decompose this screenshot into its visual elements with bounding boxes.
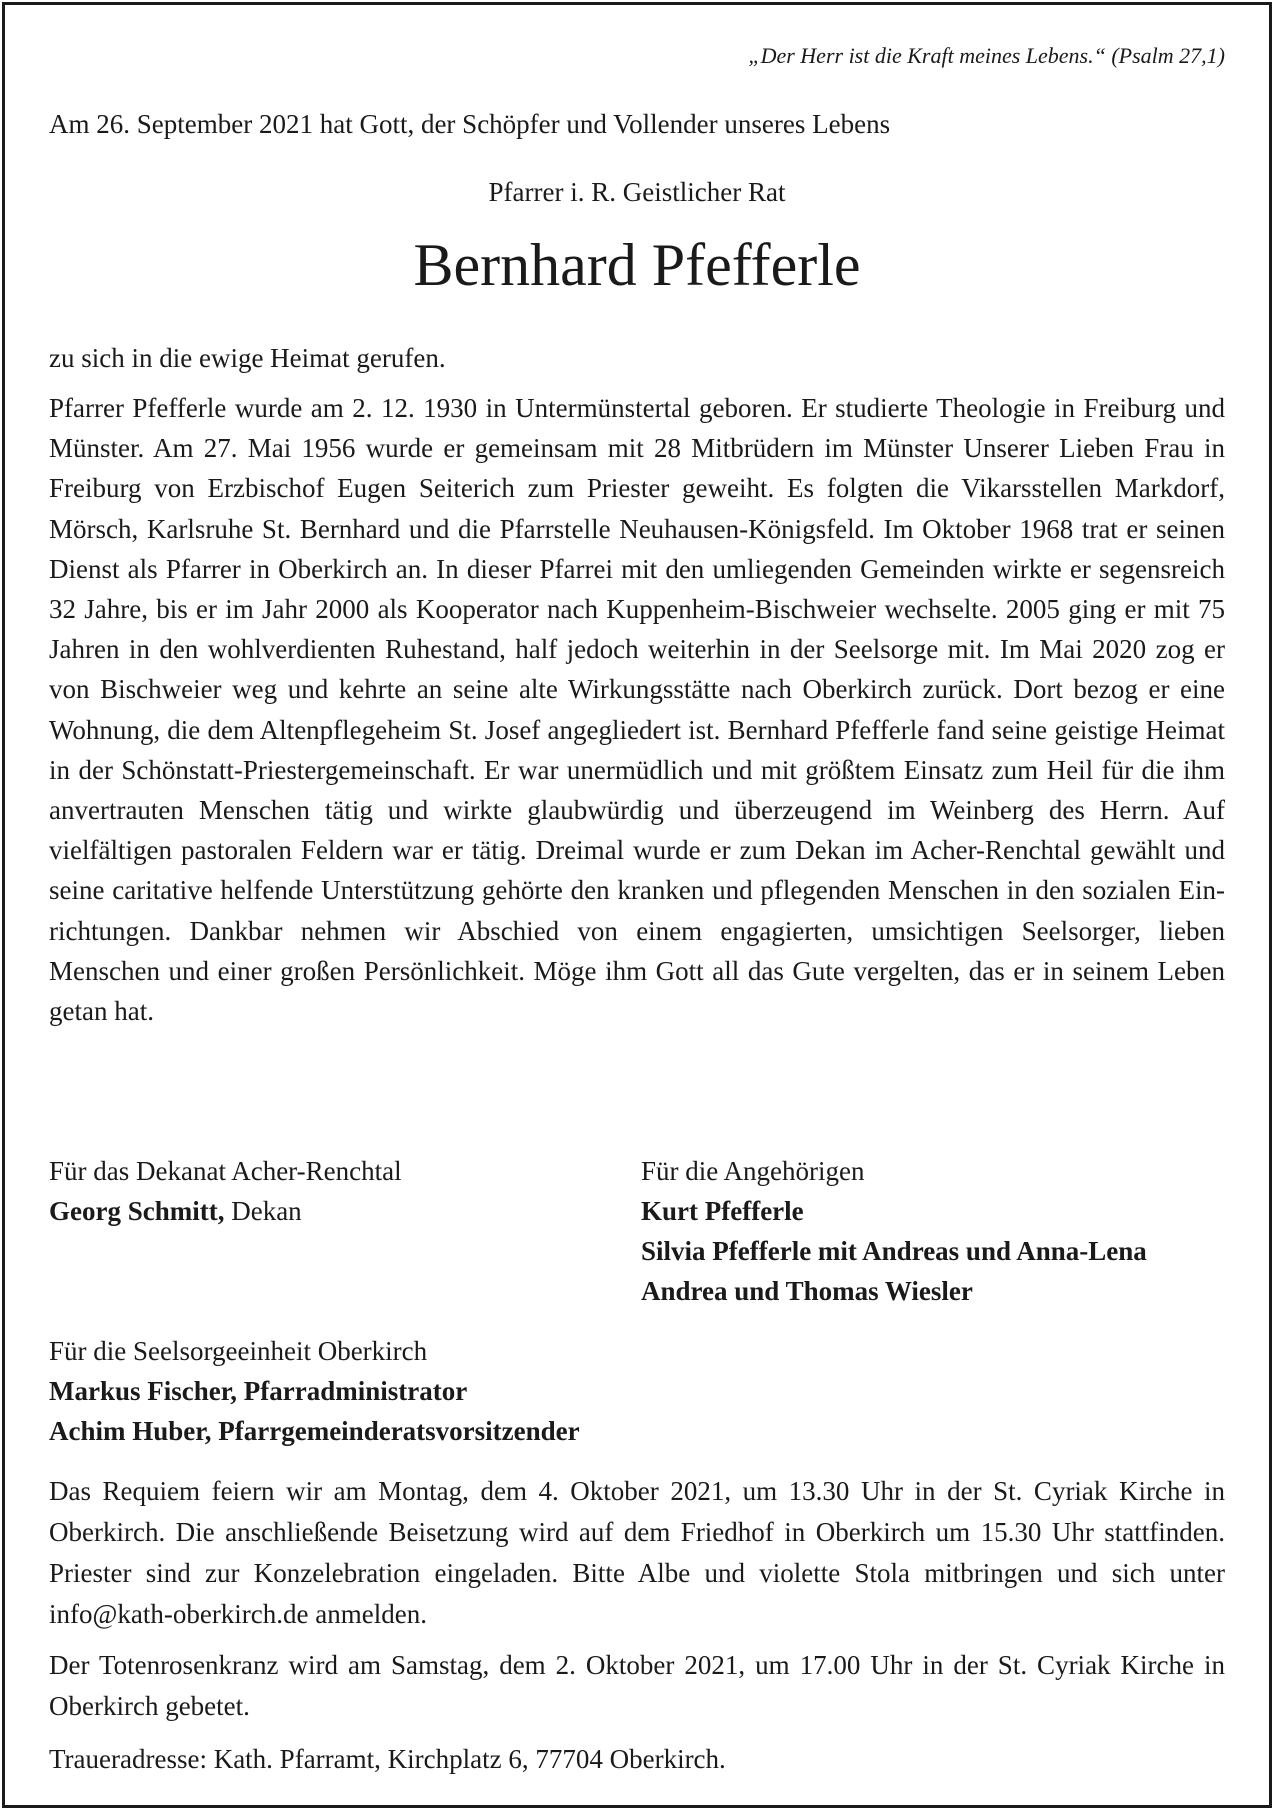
signature-family [641, 1151, 1147, 1311]
intro-line: Am 26. September 2021 hat Gott, der Schöpfer und Vollender unseres Lebens [49, 109, 891, 139]
called-home-line: zu sich in die ewige Heimat gerufen. [49, 343, 446, 373]
signature-name: Andrea und Thomas Wiesler [641, 1276, 973, 1306]
signature-heading: Für das Dekanat Acher-Renchtal [49, 1156, 402, 1186]
rosary-paragraph: Der Totenrosenkranz wird am Samstag, dem 2. Oktober 2021, um 17.00 Uhr in der St. Cyriak Kirche in Oberkirch gebetet. [49, 1650, 1225, 1721]
signature-person-role: Dekan [224, 1196, 302, 1226]
signature-name: Silvia Pfefferle mit Andreas und Anna-Lena [641, 1236, 1147, 1266]
clerical-title: Pfarrer i. R. Geistlicher Rat [488, 177, 786, 207]
signature-person [49, 1191, 402, 1231]
requiem-paragraph: Das Requiem feiern wir am Montag, dem 4. Oktober 2021, um 13.30 Uhr in der St. Cyriak Kirche in Oberkirch. Die anschließende Beisetzung wird auf dem Friedhof in Oberkirch um 15.30 Uhr stattfinden. Priester sind zur Konzelebration eingeladen. Bitte Albe und violette Stola mitbringen und sich unter info@kath-oberkirch.de anmelden. [49, 1476, 1225, 1629]
bible-quote: „Der Herr ist die Kraft meines Lebens.“ (Psalm 27,1) [748, 43, 1225, 68]
signature-name: Markus Fischer, Pfarradministrator [49, 1376, 468, 1406]
signature-name: Kurt Pfefferle [641, 1196, 804, 1226]
mourning-address: Traueradresse: Kath. Pfarramt, Kirchplatz 6, 77704 Oberkirch. [49, 1744, 726, 1774]
obituary-notice [2, 2, 1272, 1808]
signature-heading: Für die Angehörigen [641, 1156, 865, 1186]
signature-dekanat [49, 1151, 402, 1231]
signature-person-name: Georg Schmitt, [49, 1196, 225, 1226]
biography-paragraph: Pfarrer Pfefferle wurde am 2. 12. 1930 in Untermünstertal geboren. Er studierte Theologie in Freiburg und Münster. Am 27. Mai 1956 wurde er gemeinsam mit 28 Mitbrüdern im Münster Unserer Lieben Frau in Freiburg von Erzbischof Eugen Seiterich zum Priester geweiht. Es folgten die Vikarsstellen Markdorf, Mörsch, Karlsruhe St. Bernhard und die Pfarrstelle Neuhausen-Königsfeld. Im Oktober 1968 trat er seinen Dienst als Pfarrer in Oberkirch an. In dieser Pfarrei mit den umliegenden Gemeinden wirkte er segensreich 32 Jahre, bis er im Jahr 2000 als Kooperator nach Kuppenheim-Bischweier wechselte. 2005 ging er mit 75 Jahren in den wohlverdienten Ruhestand, half jedoch weiterhin in der Seelsorge mit. Im Mai 2020 zog er von Bischweier weg und kehrte an seine alte Wirkungsstätte nach Oberkirch zurück. Dort bezog er eine Wohnung, die dem Altenpflegeheim St. Josef angegliedert ist. Bernhard Pfefferle fand seine geistige Heimat in der Schönstatt-Priestergemeinschaft. Er war unermüdlich und mit größtem Einsatz zum Heil für die ihm anvertrauten Menschen tätig und wirkte glaubwürdig und überzeugend im Weinberg des Herrn. Auf vielfältigen pastoralen Feldern war er tätig. Dreimal wurde er zum Dekan im Acher-Renchtal gewählt und seine caritative helfende Unterstützung gehörte den kranken und pflegenden Menschen in den sozialen Einrichtungen. Dankbar nehmen wir Abschied von einem engagierten, umsichtigen Seelsorger, lieben Menschen und einer großen Persönlichkeit. Möge ihm Gott all das Gute vergelten, das er in seinem Leben getan hat. [49, 393, 1225, 1027]
deceased-name: Bernhard Pfefferle [413, 232, 861, 298]
signature-heading: Für die Seelsorgeeinheit Oberkirch [49, 1336, 428, 1366]
signature-name: Achim Huber, Pfarrgemeinderatsvorsitzender [49, 1416, 580, 1446]
signature-oberkirch [49, 1331, 580, 1451]
